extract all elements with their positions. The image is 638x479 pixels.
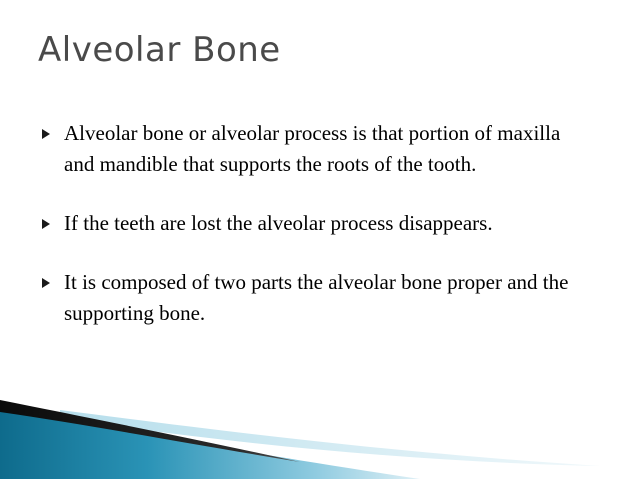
bullet-text: Alveolar bone or alveolar process is that portion of maxilla and mandible that supports the roots of the tooth. — [64, 121, 561, 176]
slide-title: Alveolar Bone — [38, 30, 281, 70]
bullet-text: It is composed of two parts the alveolar bone proper and the supporting bone. — [64, 270, 569, 325]
bullet-text: If the teeth are lost the alveolar process disappears. — [64, 211, 493, 235]
